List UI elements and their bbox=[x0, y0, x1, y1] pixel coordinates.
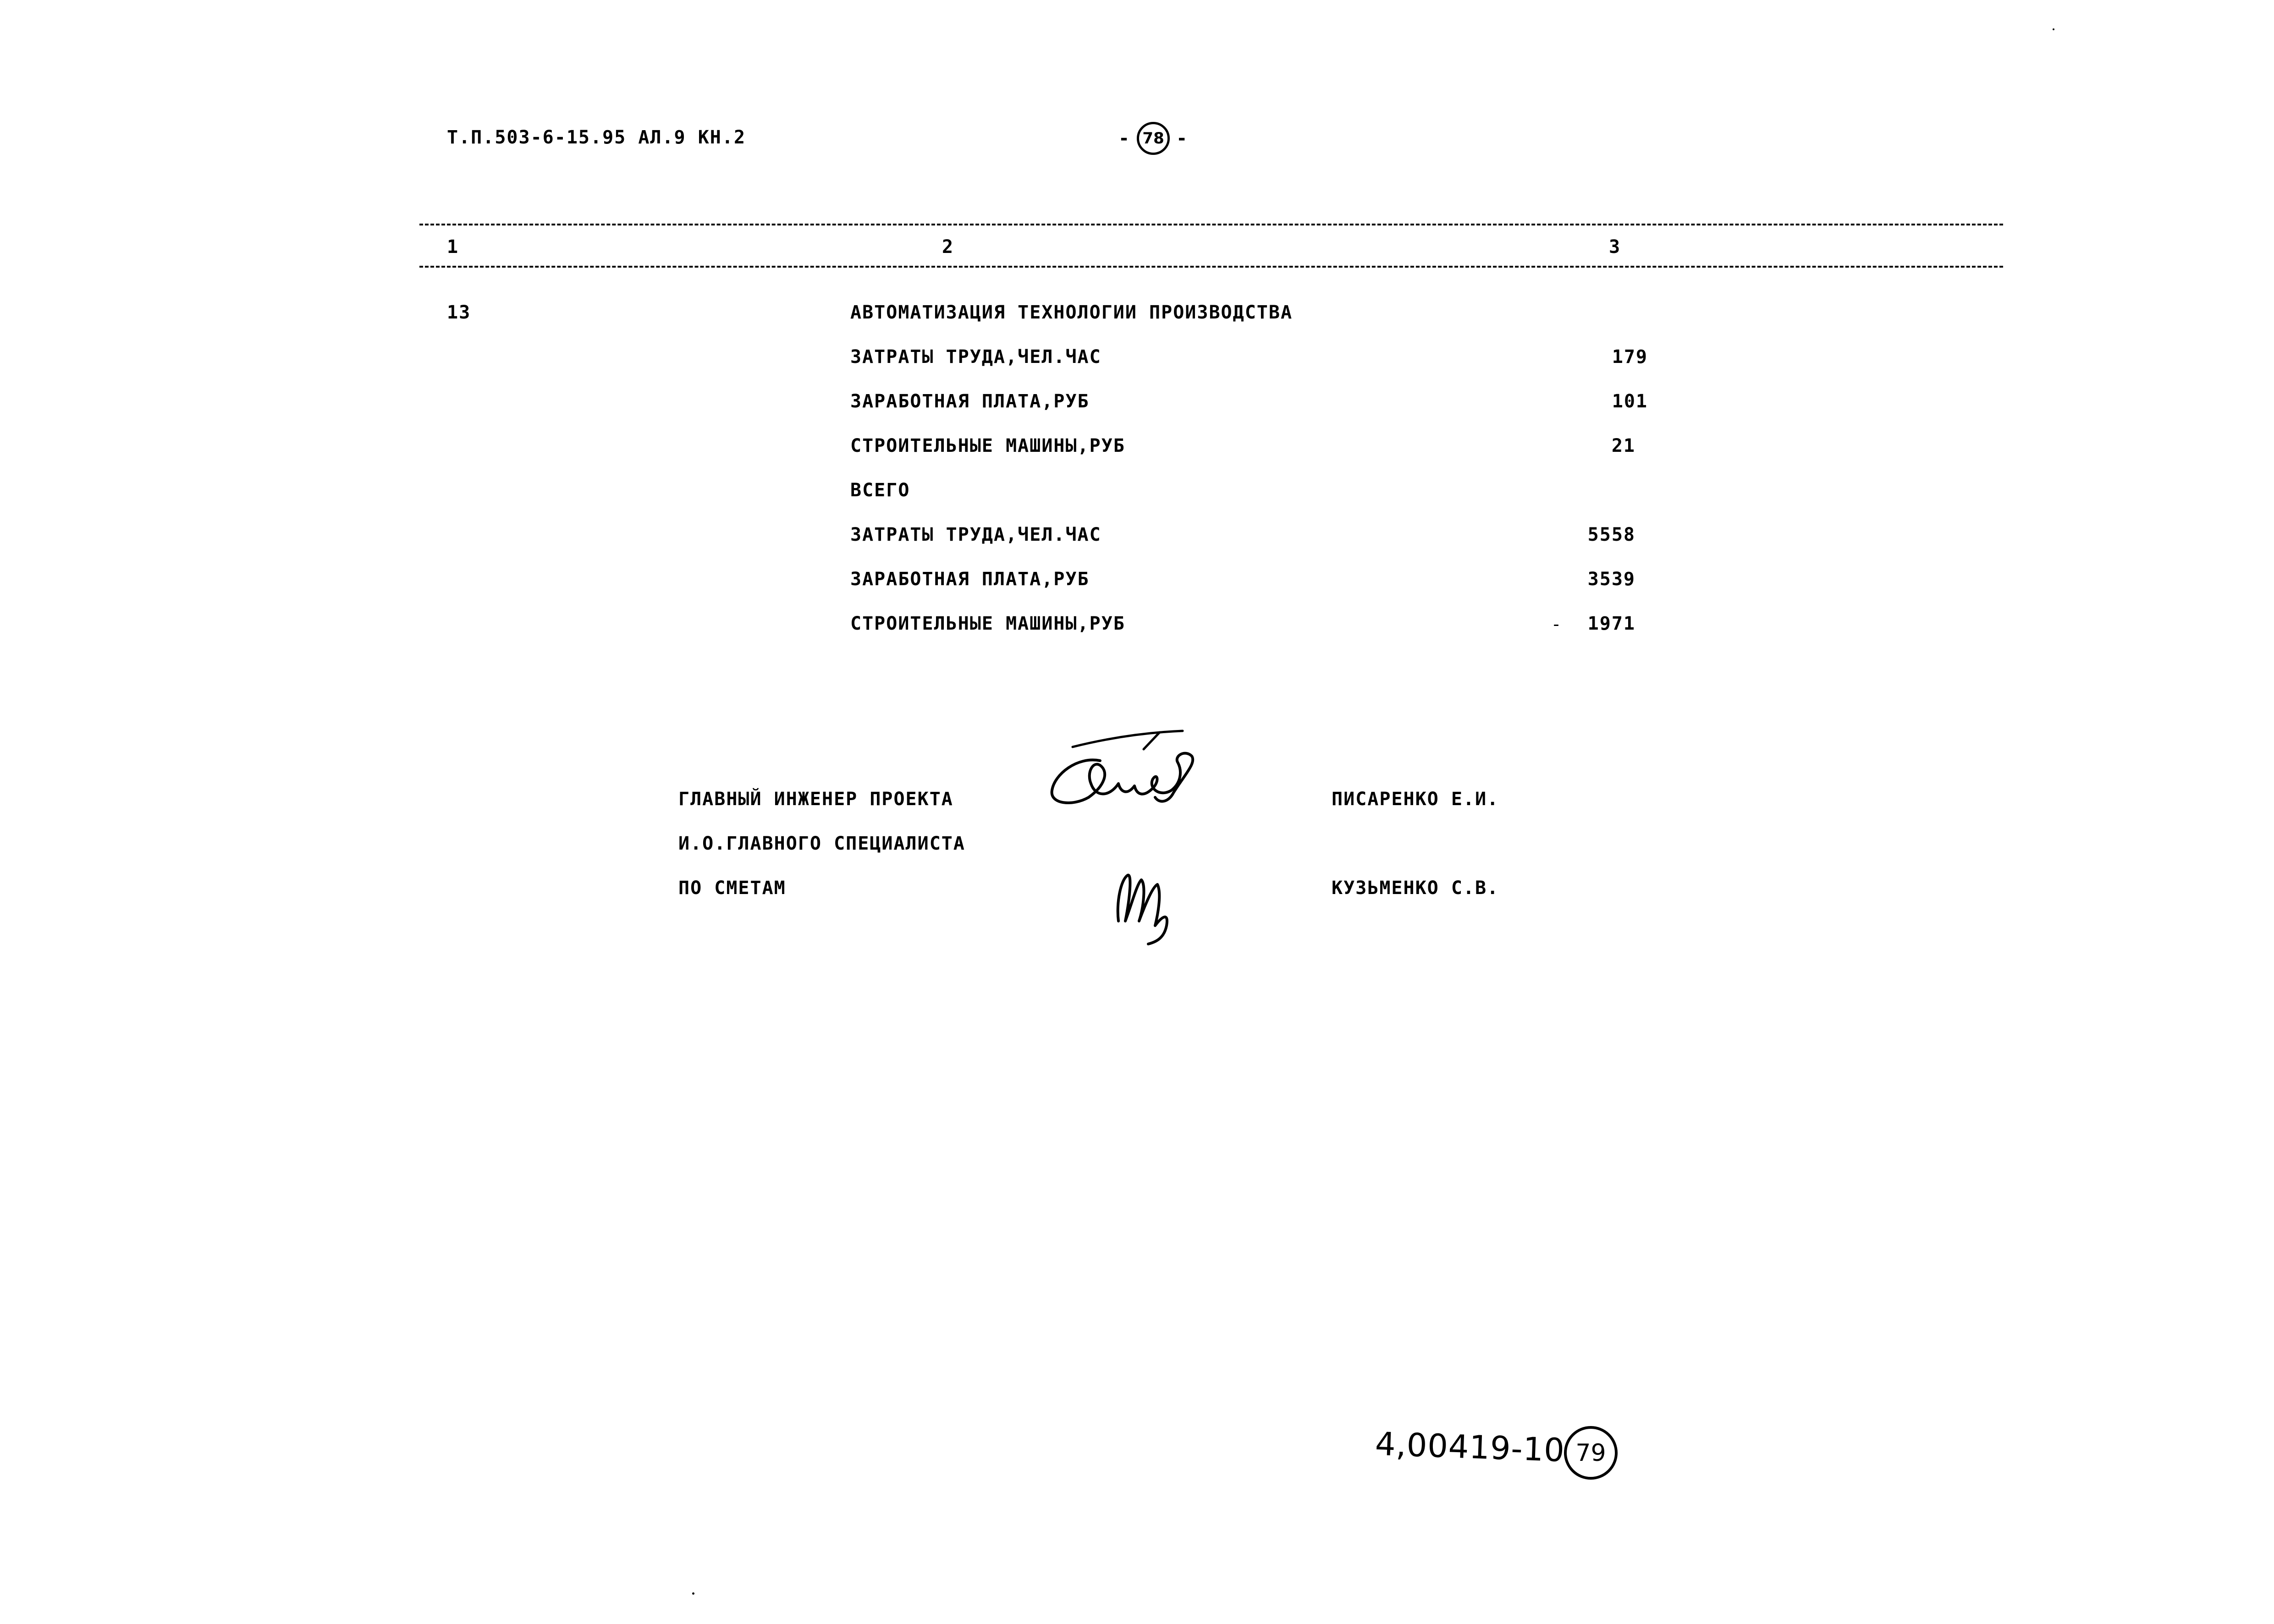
row-value: 179 bbox=[1612, 346, 1648, 368]
specialist-title-line1: И.О.ГЛАВНОГО СПЕЦИАЛИСТА bbox=[678, 833, 965, 854]
scan-speck bbox=[2053, 28, 2054, 30]
page-number-dash-right: - bbox=[1176, 128, 1189, 149]
row-value: 101 bbox=[1612, 391, 1648, 412]
total-row-value: 3539 bbox=[1587, 569, 1635, 590]
specialist-title-line2: ПО СМЕТАМ bbox=[678, 878, 786, 899]
chief-engineer-name: ПИСАРЕНКО Е.И. bbox=[1332, 789, 1499, 810]
section-number: 13 bbox=[447, 302, 471, 323]
total-row-label: СТРОИТЕЛЬНЫЕ МАШИНЫ,РУБ bbox=[850, 613, 1125, 634]
total-row-label: ЗАТРАТЫ ТРУДА,ЧЕЛ.ЧАС bbox=[850, 524, 1101, 545]
chief-engineer-signature bbox=[1045, 729, 1210, 816]
chief-engineer-title: ГЛАВНЫЙ ИНЖЕНЕР ПРОЕКТА bbox=[678, 789, 953, 810]
total-row-value: 5558 bbox=[1587, 524, 1635, 545]
column-header-2: 2 bbox=[942, 236, 954, 258]
specialist-name: КУЗЬМЕНКО С.В. bbox=[1332, 878, 1499, 899]
page-number-dash-left: - bbox=[1118, 128, 1131, 149]
scan-speck bbox=[692, 1592, 694, 1595]
scan-speck bbox=[1554, 625, 1558, 626]
circled-number: 79 bbox=[1575, 1439, 1606, 1467]
document-code: Т.П.503-6-15.95 АЛ.9 КН.2 bbox=[447, 127, 746, 148]
row-label: ЗАТРАТЫ ТРУДА,ЧЕЛ.ЧАС bbox=[850, 346, 1101, 368]
table-top-rule bbox=[419, 224, 2003, 225]
page-number-block bbox=[1118, 120, 1188, 157]
table-header-rule bbox=[419, 266, 2003, 268]
inventory-number: 4,00419-10 bbox=[1374, 1425, 1566, 1470]
column-header-1: 1 bbox=[447, 236, 459, 258]
page-number: 78 bbox=[1142, 129, 1164, 148]
specialist-signature bbox=[1112, 866, 1176, 949]
row-label: СТРОИТЕЛЬНЫЕ МАШИНЫ,РУБ bbox=[850, 435, 1125, 456]
circled-number-mark bbox=[1564, 1426, 1618, 1480]
total-label: ВСЕГО bbox=[850, 480, 910, 501]
total-row-label: ЗАРАБОТНАЯ ПЛАТА,РУБ bbox=[850, 569, 1090, 590]
total-row-value: 1971 bbox=[1587, 613, 1635, 634]
column-header-3: 3 bbox=[1609, 236, 1621, 258]
row-label: ЗАРАБОТНАЯ ПЛАТА,РУБ bbox=[850, 391, 1090, 412]
page-number-circle bbox=[1137, 122, 1170, 155]
section-title: АВТОМАТИЗАЦИЯ ТЕХНОЛОГИИ ПРОИЗВОДСТВА bbox=[850, 302, 1293, 323]
row-value: 21 bbox=[1611, 435, 1635, 456]
